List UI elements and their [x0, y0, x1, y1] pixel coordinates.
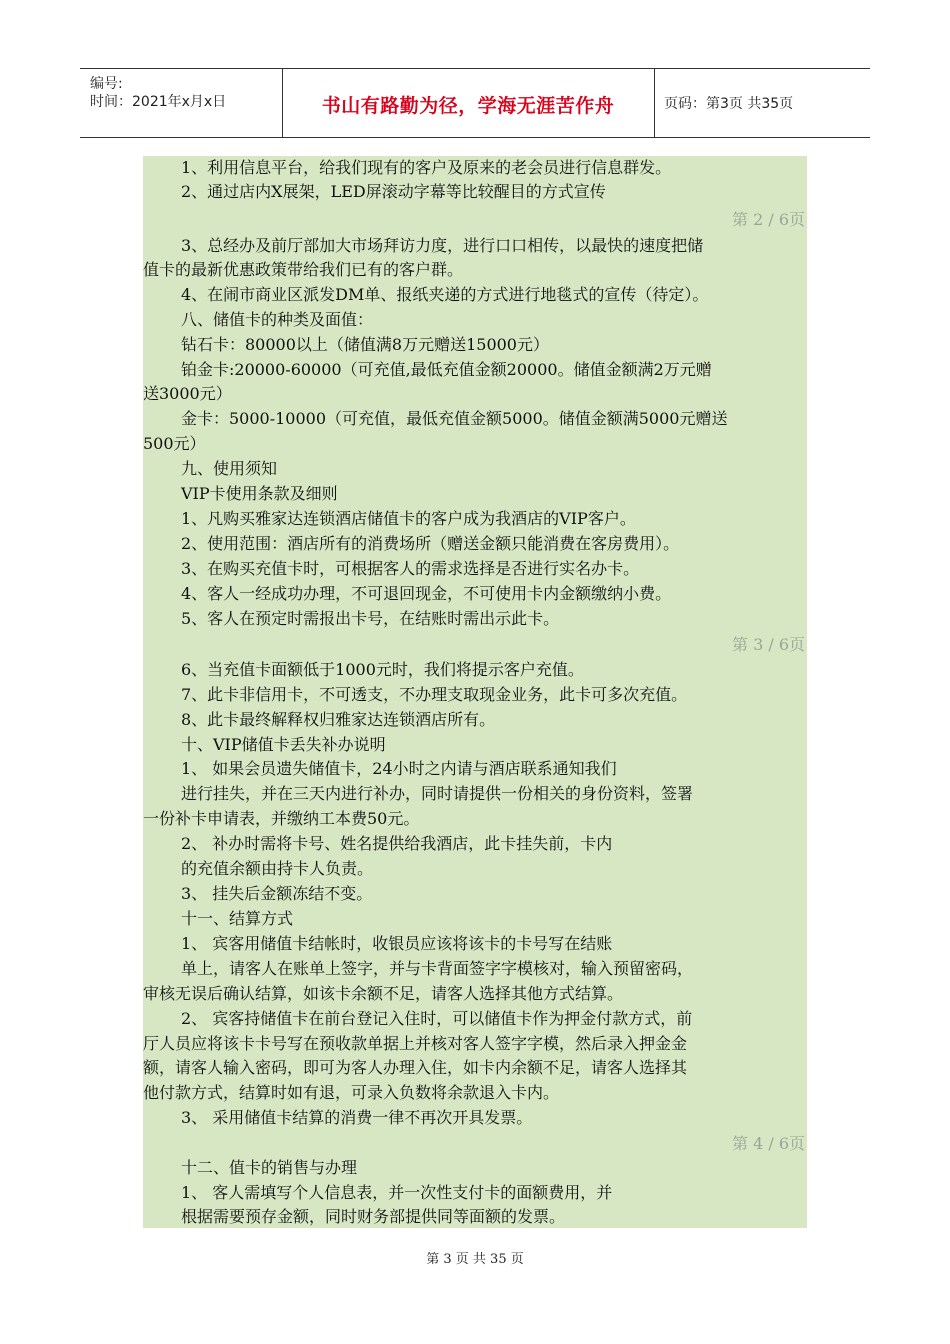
- header-motto: 书山有路勤为径，学海无涯苦作舟: [321, 95, 615, 117]
- section-heading: 十、VIP储值卡丢失补办说明: [181, 735, 386, 754]
- text-line: 值卡的最新优惠政策带给我们已有的客户群。: [143, 260, 464, 279]
- text-line: 1、 如果会员遗失储值卡，24小时之内请与酒店联系通知我们: [181, 759, 617, 778]
- section-heading: 十二、值卡的销售与办理: [181, 1158, 358, 1177]
- text-line: 5、客人在预定时需报出卡号，在结账时需出示此卡。: [181, 609, 560, 628]
- text-line: 3、 采用储值卡结算的消费一律不再次开具发票。: [181, 1108, 533, 1127]
- section-heading: 九、使用须知: [181, 459, 278, 478]
- section-heading: 八、储值卡的种类及面值：: [181, 310, 374, 329]
- text-line: 一份补卡申请表，并缴纳工本费50元。: [143, 809, 420, 828]
- text-line: 额，请客人输入密码，即可为客人办理入住，如卡内余额不足，请客人选择其: [143, 1058, 688, 1077]
- text-line: 的充值余额由持卡人负责。: [181, 859, 374, 878]
- header-middle-cell: [282, 69, 655, 137]
- text-line: VIP卡使用条款及细则: [181, 484, 338, 503]
- text-line: 3、在购买充值卡时，可根据客人的需求选择是否进行实名办卡。: [181, 559, 640, 578]
- document-number-label: 编号:: [90, 76, 123, 92]
- page-header: [80, 68, 870, 138]
- text-line: 他付款方式，结算时如有退，可录入负数将余款退入卡内。: [143, 1083, 560, 1102]
- page-marker: 第 4 / 6页: [731, 1134, 805, 1153]
- header-page-info: 页码：第3页 共35页: [664, 96, 794, 112]
- text-line: 1、 宾客用储值卡结帐时，收银员应该将该卡的卡号写在结账: [181, 934, 613, 953]
- text-line: 金卡：5000-10000（可充值，最低充值金额5000。储值金额满5000元赠送: [181, 409, 728, 428]
- text-line: 7、此卡非信用卡，不可透支，不办理支取现金业务，此卡可多次充值。: [181, 685, 688, 704]
- text-line: 2、 宾客持储值卡在前台登记入住时，可以储值卡作为押金付款方式，前: [181, 1009, 693, 1028]
- text-line: 铂金卡:20000-60000（可充值,最低充值金额20000。储值金额满2万元赠: [181, 360, 712, 379]
- text-line: 1、 客人需填写个人信息表，并一次性支付卡的面额费用，并: [181, 1183, 613, 1202]
- text-line: 3、总经办及前厅部加大市场拜访力度，进行口口相传，以最快的速度把储: [181, 236, 704, 255]
- page-marker: 第 3 / 6页: [731, 635, 805, 654]
- text-line: 3、 挂失后金额冻结不变。: [181, 884, 373, 903]
- document-body: [143, 156, 807, 1228]
- text-line: 2、 补办时需将卡号、姓名提供给我酒店，此卡挂失前，卡内: [181, 834, 613, 853]
- text-line: 4、客人一经成功办理，不可退回现金，不可使用卡内金额缴纳小费。: [181, 584, 672, 603]
- text-line: 1、利用信息平台，给我们现有的客户及原来的老会员进行信息群发。: [181, 158, 672, 177]
- text-line: 4、在闹市商业区派发DM单、报纸夹递的方式进行地毯式的宣传（待定）。: [181, 285, 709, 304]
- text-line: 进行挂失，并在三天内进行补办，同时请提供一份相关的身份资料，签署: [181, 784, 694, 803]
- text-line: 单上，请客人在账单上签字，并与卡背面签字字模核对，输入预留密码，: [181, 959, 694, 978]
- page-marker: 第 2 / 6页: [731, 210, 805, 229]
- text-line: 2、通过店内X展架，LED屏滚动字幕等比较醒目的方式宣传: [181, 182, 606, 201]
- text-line: 2、使用范围：酒店所有的消费场所（赠送金额只能消费在客房费用）。: [181, 534, 680, 553]
- text-line: 根据需要预存金额，同时财务部提供同等面额的发票。: [181, 1207, 566, 1226]
- text-line: 审核无误后确认结算，如该卡余额不足，请客人选择其他方式结算。: [143, 984, 624, 1003]
- document-date-label: 时间：2021年x月x日: [90, 94, 227, 110]
- text-line: 厅人员应将该卡卡号写在预收款单据上并核对客人签字字模，然后录入押金金: [143, 1034, 688, 1053]
- section-heading: 十一、结算方式: [181, 909, 294, 928]
- text-line: 500元）: [143, 434, 206, 453]
- header-left-cell: [80, 69, 283, 137]
- header-right-cell: [654, 69, 870, 137]
- page-footer: 第 3 页 共 35 页: [426, 1252, 524, 1267]
- text-line: 送3000元）: [143, 384, 232, 403]
- text-line: 8、此卡最终解释权归雅家达连锁酒店所有。: [181, 710, 496, 729]
- text-line: 6、当充值卡面额低于1000元时，我们将提示客户充值。: [181, 660, 584, 679]
- text-line: 钻石卡：80000以上（储值满8万元赠送15000元）: [181, 335, 549, 354]
- text-line: 1、凡购买雅家达连锁酒店储值卡的客户成为我酒店的VIP客户。: [181, 509, 636, 528]
